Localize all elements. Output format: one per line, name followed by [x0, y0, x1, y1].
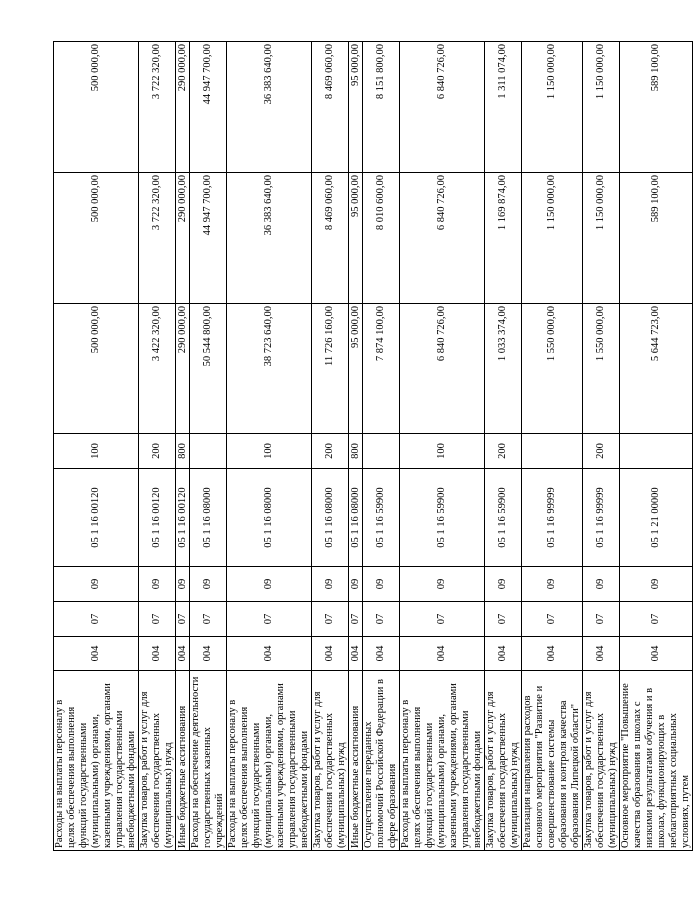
subsection-code-cell: 09 — [363, 567, 400, 602]
amount-year-1-cell: 7 874 100,00 — [363, 304, 400, 434]
subsection-code-cell: 09 — [312, 567, 349, 602]
amount-year-3-cell: 1 150 000,00 — [522, 42, 583, 173]
table-row — [227, 42, 312, 851]
amount-year-3-cell: 95 000,00 — [349, 42, 363, 173]
amount-year-3-cell: 589 100,00 — [620, 42, 693, 173]
expense-name-cell: Расходы на выплаты персоналу в целях обеспечения выполнения функций государственными (муниципальными) органами, казенными учреждениями, органами управления государственными внебюджетными фондами — [400, 671, 485, 851]
amount-year-2-cell: 1 150 000,00 — [522, 173, 583, 304]
target-article-code-cell: 05 1 16 99999 — [522, 469, 583, 567]
section-code-cell: 07 — [583, 602, 620, 637]
amount-year-1-cell: 11 726 160,00 — [312, 304, 349, 434]
expense-name-cell: Осуществление переданных полномочий Российской Федерации в сфере образования — [363, 671, 400, 851]
expense-name-cell: Основное мероприятие "Повышение качества образования в школах с низкими результатами обучения и в школах, функционирующих в неблагоприятных социальных условиях, путем — [620, 671, 693, 851]
target-article-code-cell: 05 1 16 08000 — [312, 469, 349, 567]
table-row — [312, 42, 349, 851]
admin-code-cell: 004 — [485, 637, 522, 671]
amount-year-2-cell: 1 169 874,00 — [485, 173, 522, 304]
amount-year-2-cell: 1 150 000,00 — [583, 173, 620, 304]
expense-type-code-cell: 200 — [485, 434, 522, 469]
table-row — [583, 42, 620, 851]
amount-year-1-cell: 50 544 800,00 — [190, 304, 227, 434]
budget-table-body — [54, 42, 693, 851]
expense-name-cell: Иные бюджетные ассигнования — [349, 671, 363, 851]
amount-year-3-cell: 1 150 000,00 — [583, 42, 620, 173]
amount-year-2-cell: 8 010 600,00 — [363, 173, 400, 304]
target-article-code-cell: 05 1 16 59900 — [400, 469, 485, 567]
target-article-code-cell: 05 1 21 00000 — [620, 469, 693, 567]
expense-type-code-cell: 100 — [227, 434, 312, 469]
section-code-cell: 07 — [620, 602, 693, 637]
subsection-code-cell: 09 — [620, 567, 693, 602]
section-code-cell: 07 — [139, 602, 176, 637]
subsection-code-cell: 09 — [227, 567, 312, 602]
expense-type-code-cell: 200 — [312, 434, 349, 469]
section-code-cell: 07 — [522, 602, 583, 637]
amount-year-1-cell: 500 000,00 — [54, 304, 139, 434]
target-article-code-cell: 05 1 16 99999 — [583, 469, 620, 567]
table-row — [620, 42, 693, 851]
admin-code-cell: 004 — [400, 637, 485, 671]
subsection-code-cell: 09 — [583, 567, 620, 602]
expense-name-cell: Расходы на выплаты персоналу в целях обеспечения выполнения функций государственными (муниципальными) органами, казенными учреждениями, органами управления государственными внебюджетными фондами — [227, 671, 312, 851]
expense-type-code-cell — [620, 434, 693, 469]
amount-year-1-cell: 290 000,00 — [176, 304, 190, 434]
table-row — [190, 42, 227, 851]
subsection-code-cell: 09 — [400, 567, 485, 602]
amount-year-1-cell: 95 000,00 — [349, 304, 363, 434]
expense-name-cell: Реализация направления расходов основного мероприятия "Развитие и совершенствование системы образования и контроля качества образования Липецкой области" — [522, 671, 583, 851]
expense-name-cell: Закупка товаров, работ и услуг для обеспечения государственных (муниципальных) нужд — [485, 671, 522, 851]
subsection-code-cell: 09 — [349, 567, 363, 602]
subsection-code-cell: 09 — [54, 567, 139, 602]
target-article-code-cell: 05 1 16 08000 — [190, 469, 227, 567]
expense-type-code-cell: 800 — [176, 434, 190, 469]
table-row — [485, 42, 522, 851]
amount-year-1-cell: 38 723 640,00 — [227, 304, 312, 434]
amount-year-2-cell: 6 840 726,00 — [400, 173, 485, 304]
expense-type-code-cell — [363, 434, 400, 469]
expense-type-code-cell: 200 — [583, 434, 620, 469]
table-row — [54, 42, 139, 851]
amount-year-1-cell: 6 840 726,00 — [400, 304, 485, 434]
amount-year-2-cell: 95 000,00 — [349, 173, 363, 304]
amount-year-2-cell: 500 000,00 — [54, 173, 139, 304]
target-article-code-cell: 05 1 16 08000 — [227, 469, 312, 567]
table-row — [176, 42, 190, 851]
expense-type-code-cell: 100 — [54, 434, 139, 469]
subsection-code-cell: 09 — [176, 567, 190, 602]
expense-type-code-cell — [522, 434, 583, 469]
target-article-code-cell: 05 1 16 00120 — [176, 469, 190, 567]
expense-type-code-cell: 100 — [400, 434, 485, 469]
amount-year-2-cell: 290 000,00 — [176, 173, 190, 304]
section-code-cell: 07 — [400, 602, 485, 637]
expense-type-code-cell: 800 — [349, 434, 363, 469]
section-code-cell: 07 — [227, 602, 312, 637]
section-code-cell: 07 — [176, 602, 190, 637]
amount-year-1-cell: 3 422 320,00 — [139, 304, 176, 434]
amount-year-3-cell: 290 000,00 — [176, 42, 190, 173]
admin-code-cell: 004 — [522, 637, 583, 671]
target-article-code-cell: 05 1 16 59900 — [485, 469, 522, 567]
subsection-code-cell: 09 — [522, 567, 583, 602]
section-code-cell: 07 — [54, 602, 139, 637]
table-row — [400, 42, 485, 851]
amount-year-3-cell: 44 947 700,00 — [190, 42, 227, 173]
table-row — [349, 42, 363, 851]
budget-table — [53, 41, 693, 851]
amount-year-1-cell: 1 550 000,00 — [522, 304, 583, 434]
target-article-code-cell: 05 1 16 00120 — [139, 469, 176, 567]
expense-name-cell: Закупка товаров, работ и услуг для обеспечения государственных (муниципальных) нужд — [583, 671, 620, 851]
amount-year-3-cell: 500 000,00 — [54, 42, 139, 173]
amount-year-3-cell: 36 383 640,00 — [227, 42, 312, 173]
expense-name-cell: Закупка товаров, работ и услуг для обеспечения государственных (муниципальных) нужд — [312, 671, 349, 851]
admin-code-cell: 004 — [139, 637, 176, 671]
amount-year-2-cell: 36 383 640,00 — [227, 173, 312, 304]
section-code-cell: 07 — [363, 602, 400, 637]
admin-code-cell: 004 — [620, 637, 693, 671]
admin-code-cell: 004 — [54, 637, 139, 671]
amount-year-1-cell: 5 644 723,00 — [620, 304, 693, 434]
amount-year-2-cell: 8 469 060,00 — [312, 173, 349, 304]
section-code-cell: 07 — [349, 602, 363, 637]
expense-type-code-cell: 200 — [139, 434, 176, 469]
admin-code-cell: 004 — [227, 637, 312, 671]
admin-code-cell: 004 — [583, 637, 620, 671]
expense-name-cell: Расходы на выплаты персоналу в целях обеспечения выполнения функций государственными (муниципальными) органами, казенными учреждениями, органами управления государственными внебюджетными фондами — [54, 671, 139, 851]
target-article-code-cell: 05 1 16 08000 — [349, 469, 363, 567]
amount-year-2-cell: 589 100,00 — [620, 173, 693, 304]
amount-year-2-cell: 44 947 700,00 — [190, 173, 227, 304]
amount-year-3-cell: 6 840 726,00 — [400, 42, 485, 173]
amount-year-3-cell: 1 311 074,00 — [485, 42, 522, 173]
subsection-code-cell: 09 — [190, 567, 227, 602]
expense-name-cell: Закупка товаров, работ и услуг для обеспечения государственных (муниципальных) нужд — [139, 671, 176, 851]
target-article-code-cell: 05 1 16 59900 — [363, 469, 400, 567]
subsection-code-cell: 09 — [139, 567, 176, 602]
amount-year-3-cell: 3 722 320,00 — [139, 42, 176, 173]
amount-year-2-cell: 3 722 320,00 — [139, 173, 176, 304]
subsection-code-cell: 09 — [485, 567, 522, 602]
section-code-cell: 07 — [485, 602, 522, 637]
table-row — [522, 42, 583, 851]
expense-name-cell: Иные бюджетные ассигнования — [176, 671, 190, 851]
target-article-code-cell: 05 1 16 00120 — [54, 469, 139, 567]
expense-name-cell: Расходы на обеспечение деятельности государственных казенных учреждений — [190, 671, 227, 851]
table-row — [139, 42, 176, 851]
amount-year-1-cell: 1 033 374,00 — [485, 304, 522, 434]
admin-code-cell: 004 — [363, 637, 400, 671]
admin-code-cell: 004 — [349, 637, 363, 671]
admin-code-cell: 004 — [176, 637, 190, 671]
section-code-cell: 07 — [190, 602, 227, 637]
expense-type-code-cell — [190, 434, 227, 469]
table-row — [363, 42, 400, 851]
amount-year-1-cell: 1 550 000,00 — [583, 304, 620, 434]
admin-code-cell: 004 — [190, 637, 227, 671]
amount-year-3-cell: 8 469 060,00 — [312, 42, 349, 173]
section-code-cell: 07 — [312, 602, 349, 637]
admin-code-cell: 004 — [312, 637, 349, 671]
amount-year-3-cell: 8 151 800,00 — [363, 42, 400, 173]
